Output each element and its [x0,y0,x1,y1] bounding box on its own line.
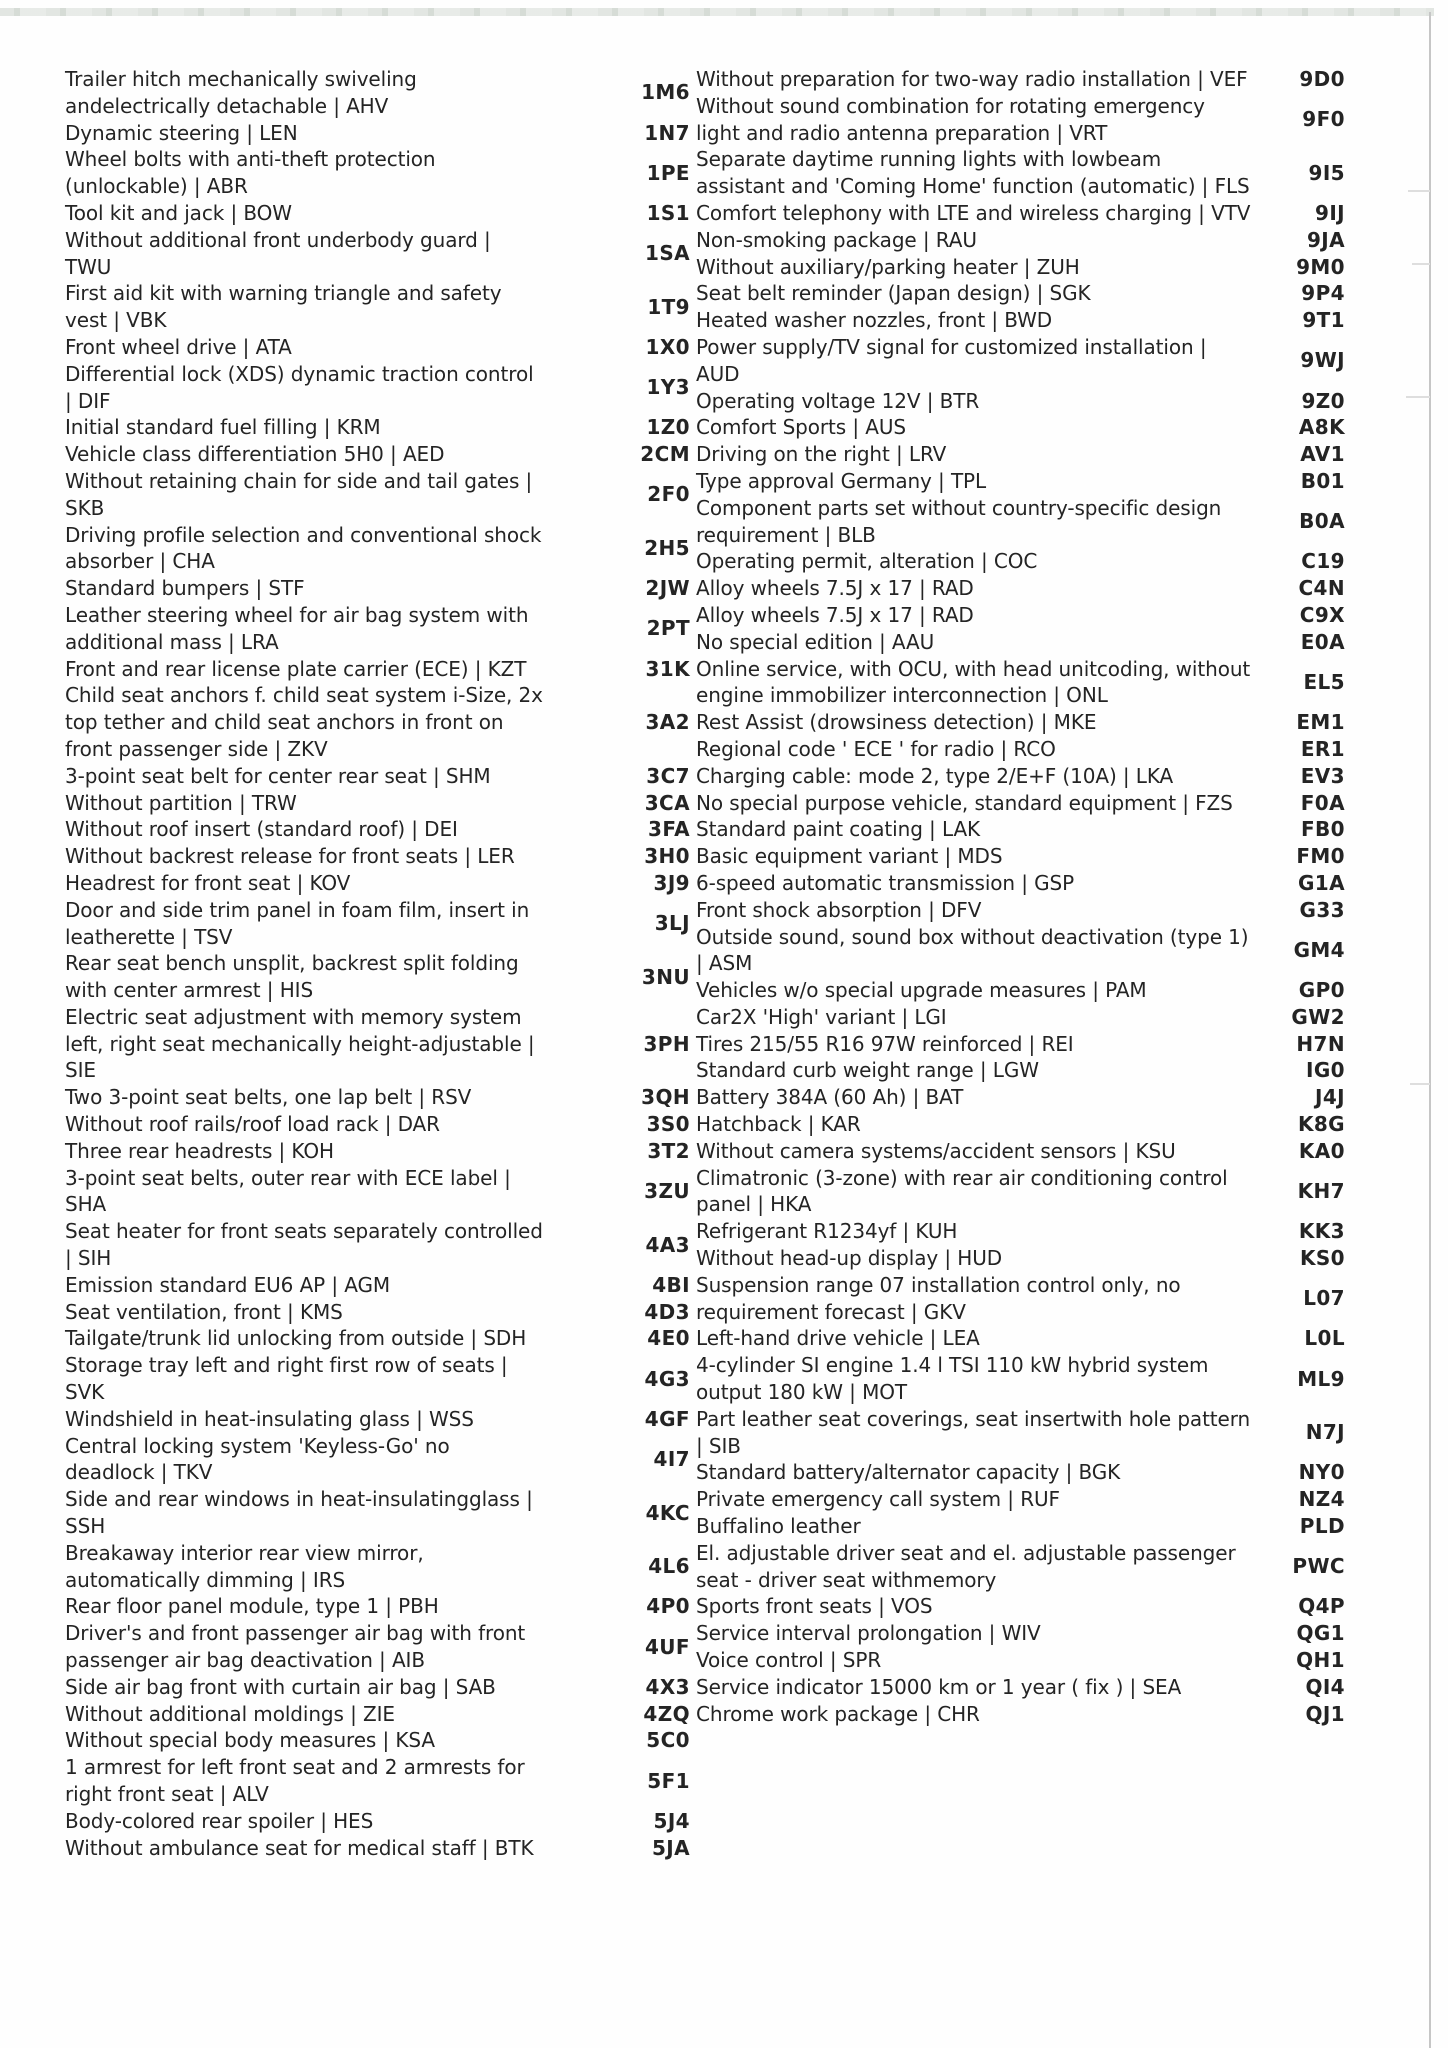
option-description: Separate daytime running lights with lowbeam assistant and 'Coming Home' function (automatic) | FLS [696,147,1250,199]
option-row [65,950,690,1004]
option-row [696,1325,1345,1352]
option-description: El. adjustable driver seat and el. adjustable passenger seat - driver seat withmemory [696,1540,1236,1592]
option-pr-code: 9IJ [1315,200,1345,225]
option-pr-code: 9I5 [1308,160,1345,185]
option-row [696,1165,1345,1219]
option-pr-code: 4GF [644,1406,690,1431]
option-pr-code: B0A [1299,509,1345,534]
option-pr-code: 1S1 [646,200,690,225]
option-pr-code: 4A3 [645,1232,690,1257]
option-description: Without special body measures | KSA [65,1728,435,1753]
option-description: Buffalino leather [696,1514,861,1539]
option-row [65,1138,690,1165]
option-description: First aid kit with warning triangle and safety vest | VBK [65,281,502,333]
option-description: Initial standard fuel filling | KRM [65,415,381,440]
option-description: Breakaway interior rear view mirror, automatically dimming | IRS [65,1540,424,1592]
option-row [65,120,690,147]
option-description: Online service, with OCU, with head unitcoding, without engine immobilizer interconnection | ONL [696,656,1251,708]
option-pr-code: IG0 [1306,1058,1345,1083]
option-row [65,816,690,843]
option-pr-code: E0A [1300,629,1345,654]
option-row [696,790,1345,817]
option-description: Without additional moldings | ZIE [65,1701,395,1726]
option-pr-code: ML9 [1297,1366,1345,1391]
option-pr-code: 9Z0 [1301,388,1345,413]
option-row [696,1513,1345,1540]
option-description: Tailgate/trunk lid unlocking from outside | SDH [65,1326,527,1351]
option-pr-code: NZ4 [1298,1487,1345,1512]
option-description: Side and rear windows in heat-insulatingglass | SSH [65,1487,533,1539]
option-row [696,548,1345,575]
option-row [65,843,690,870]
option-row [696,816,1345,843]
scan-artifact-tick [1406,396,1430,398]
option-description: Operating permit, alteration | COC [696,549,1038,574]
option-pr-code: 2PT [646,616,690,641]
option-description: 4-cylinder SI engine 1.4 l TSI 110 kW hybrid system output 180 kW | MOT [696,1353,1209,1405]
option-row [696,388,1345,415]
option-row [696,1111,1345,1138]
option-row [696,1701,1345,1728]
option-pr-code: KH7 [1297,1179,1345,1204]
option-description: Headrest for front seat | KOV [65,870,351,895]
option-row [696,1486,1345,1513]
option-description: Differential lock (XDS) dynamic traction control | DIF [65,361,534,413]
option-pr-code: H7N [1296,1031,1345,1056]
option-pr-code: 4BI [652,1272,690,1297]
option-row [65,1352,690,1406]
options-column-right [696,66,1345,1727]
scan-artifact-tick [1408,190,1430,192]
option-row [65,146,690,200]
option-description: Standard battery/alternator capacity | BGK [696,1460,1121,1485]
option-description: 1 armrest for left front seat and 2 armrests for right front seat | ALV [65,1755,525,1806]
option-pr-code: 9P4 [1301,281,1345,306]
option-pr-code: 4X3 [645,1674,690,1699]
option-row [696,200,1345,227]
option-row [65,1754,690,1808]
option-pr-code: 4ZQ [643,1701,690,1726]
option-row [65,790,690,817]
option-pr-code: 3QH [641,1085,690,1110]
option-pr-code: K8G [1297,1112,1345,1137]
option-row [696,1057,1345,1084]
option-description: Windshield in heat-insulating glass | WSS [65,1406,474,1431]
option-description: Front wheel drive | ATA [65,334,292,359]
option-pr-code: 5C0 [646,1728,690,1753]
option-pr-code: 1PE [646,160,690,185]
option-row [696,254,1345,281]
option-pr-code: PLD [1299,1514,1345,1539]
option-description: Body-colored rear spoiler | HES [65,1808,374,1833]
option-row [696,897,1345,924]
option-pr-code: 4L6 [648,1554,690,1579]
option-pr-code: QG1 [1296,1621,1345,1646]
option-description: Without preparation for two-way radio installation | VEF [696,67,1248,91]
option-description: Heated washer nozzles, front | BWD [696,308,1053,333]
option-pr-code: QI4 [1305,1674,1345,1699]
option-pr-code: 3LJ [654,911,690,936]
option-row [65,682,690,762]
option-pr-code: NY0 [1298,1460,1345,1485]
scan-edge-vertical-line [1429,12,1431,2048]
option-pr-code: 1SA [645,241,690,266]
option-description: Three rear headrests | KOH [65,1138,334,1163]
option-description: 3-point seat belt for center rear seat | SHM [65,763,491,788]
option-pr-code: Q4P [1298,1594,1345,1619]
option-row [65,1593,690,1620]
option-description: Alloy wheels 7.5J x 17 | RAD [696,576,974,601]
option-pr-code: 2CM [640,442,690,467]
option-description: Door and side trim panel in foam film, insert in leatherette | TSV [65,897,530,949]
option-row [65,1674,690,1701]
option-description: Component parts set without country-specific design requirement | BLB [696,495,1222,547]
option-description: No special edition | AAU [696,629,935,654]
option-pr-code: KA0 [1298,1138,1345,1163]
option-row [65,870,690,897]
option-description: 6-speed automatic transmission | GSP [696,870,1075,895]
option-description: Seat heater for front seats separately controlled | SIH [65,1219,543,1271]
option-pr-code: 3J9 [653,870,690,895]
option-row [696,1352,1345,1406]
option-description: 3-point seat belts, outer rear with ECE label | SHA [65,1165,511,1217]
option-description: Climatronic (3-zone) with rear air conditioning control panel | HKA [696,1165,1228,1217]
scan-artifact-tick [1410,1083,1430,1085]
option-pr-code: GP0 [1298,978,1345,1003]
option-row [696,1084,1345,1111]
option-row [65,1620,690,1674]
option-row [65,1111,690,1138]
option-row [696,1674,1345,1701]
option-row [65,656,690,683]
option-row [696,1406,1345,1460]
option-description: Central locking system 'Keyless-Go' no deadlock | TKV [65,1433,450,1485]
option-row [696,93,1345,147]
option-pr-code: 9JA [1306,227,1345,252]
scan-artifact-top-band [0,8,1434,16]
option-description: Standard bumpers | STF [65,576,305,601]
option-description: Without head-up display | HUD [696,1246,1003,1271]
option-pr-code: 2JW [645,576,690,601]
option-pr-code: 3C7 [646,763,690,788]
option-row [696,924,1345,978]
option-row [696,602,1345,629]
option-pr-code: ER1 [1300,736,1345,761]
option-pr-code: 4G3 [644,1366,690,1391]
option-row [696,709,1345,736]
option-description: Charging cable: mode 2, type 2/E+F (10A) | LKA [696,763,1174,788]
option-pr-code: PWC [1292,1554,1345,1579]
option-pr-code: A8K [1298,415,1345,440]
option-pr-code: 3T2 [647,1138,690,1163]
option-row [696,870,1345,897]
option-row [65,1727,690,1754]
option-description: Rest Assist (drowsiness detection) | MKE [696,710,1097,735]
option-description: Without roof insert (standard roof) | DEI [65,817,458,842]
option-row [65,280,690,334]
option-description: Storage tray left and right first row of seats | SVK [65,1353,508,1405]
option-pr-code: GM4 [1293,937,1345,962]
option-pr-code: AV1 [1300,442,1345,467]
option-description: Service interval prolongation | WIV [696,1621,1041,1646]
option-pr-code: 5J4 [653,1808,690,1833]
option-pr-code: 4D3 [644,1299,690,1324]
option-row [65,1433,690,1487]
option-row [65,1486,690,1540]
option-row [696,441,1345,468]
option-description: Side air bag front with curtain air bag | SAB [65,1674,496,1699]
option-row [65,441,690,468]
option-description: Private emergency call system | RUF [696,1487,1060,1512]
option-description: Child seat anchors f. child seat system i-Size, 2x top tether and child seat anchors in front on front passenger side | ZKV [65,683,543,761]
option-pr-code: EV3 [1300,763,1345,788]
option-row [65,1325,690,1352]
option-pr-code: G33 [1299,897,1345,922]
option-row [65,334,690,361]
option-pr-code: 3FA [648,817,690,842]
option-pr-code: C19 [1301,549,1345,574]
option-row [696,575,1345,602]
option-description: Front shock absorption | DFV [696,897,982,922]
option-row [65,1701,690,1728]
option-row [65,522,690,576]
option-row [65,227,690,281]
option-row [65,1808,690,1835]
option-description: Without auxiliary/parking heater | ZUH [696,254,1080,279]
option-description: Seat belt reminder (Japan design) | SGK [696,281,1091,306]
option-pr-code: 31K [645,656,690,681]
option-description: Car2X 'High' variant | LGI [696,1004,947,1029]
option-description: Electric seat adjustment with memory system left, right seat mechanically height-adjustable | SIE [65,1004,535,1083]
option-pr-code: EM1 [1296,710,1345,735]
option-pr-code: L07 [1303,1286,1345,1311]
option-pr-code: G1A [1297,870,1345,895]
option-pr-code: J4J [1315,1085,1345,1110]
option-description: Left-hand drive vehicle | LEA [696,1326,980,1351]
option-pr-code: 3H0 [644,844,690,869]
option-row [65,897,690,951]
option-row [696,66,1345,93]
option-pr-code: 3ZU [644,1179,690,1204]
option-description: Vehicle class differentiation 5H0 | AED [65,442,445,467]
option-description: Refrigerant R1234yf | KUH [696,1219,958,1244]
option-description: Without retaining chain for side and tail gates | SKB [65,468,533,520]
option-pr-code: QH1 [1296,1648,1345,1673]
option-row [65,1004,690,1084]
option-description: Without ambulance seat for medical staff | BTK [65,1835,534,1860]
option-pr-code: B01 [1300,468,1345,493]
option-row [65,602,690,656]
option-description: Without backrest release for front seats | LER [65,844,515,869]
option-description: Leather steering wheel for air bag system with additional mass | LRA [65,602,529,654]
option-pr-code: EL5 [1303,669,1345,694]
option-description: Chrome work package | CHR [696,1701,980,1726]
option-description: Outside sound, sound box without deactivation (type 1) | ASM [696,924,1249,976]
option-row [696,656,1345,710]
option-row [65,575,690,602]
option-description: Tool kit and jack | BOW [65,200,292,225]
option-pr-code: 4I7 [653,1447,690,1472]
option-row [65,200,690,227]
option-description: Without camera systems/accident sensors | KSU [696,1138,1176,1163]
option-row [696,468,1345,495]
option-row [696,1218,1345,1245]
option-pr-code: 2H5 [644,535,690,560]
option-row [65,414,690,441]
option-pr-code: 1Y3 [646,375,690,400]
option-description: Service indicator 15000 km or 1 year ( fix ) | SEA [696,1674,1182,1699]
option-row [696,1647,1345,1674]
option-description: Part leather seat coverings, seat insertwith hole pattern | SIB [696,1406,1251,1458]
option-description: Non-smoking package | RAU [696,227,977,252]
option-pr-code: 9M0 [1296,254,1345,279]
option-description: Battery 384A (60 Ah) | BAT [696,1085,964,1110]
option-row [696,227,1345,254]
option-description: Without roof rails/roof load rack | DAR [65,1112,440,1137]
option-row [65,1272,690,1299]
option-row [696,1540,1345,1594]
option-pr-code: 4P0 [646,1594,690,1619]
option-description: Power supply/TV signal for customized installation | AUD [696,334,1207,386]
option-description: Type approval Germany | TPL [696,468,987,493]
option-pr-code: KK3 [1298,1219,1345,1244]
option-row [696,629,1345,656]
option-description: Basic equipment variant | MDS [696,844,1003,869]
option-description: Wheel bolts with anti-theft protection (unlockable) | ABR [65,147,436,199]
option-row [696,1620,1345,1647]
option-pr-code: 9T1 [1302,308,1345,333]
option-row [65,763,690,790]
option-pr-code: 3CA [644,790,690,815]
option-row [65,1218,690,1272]
option-row [696,1245,1345,1272]
option-pr-code: 3S0 [646,1112,690,1137]
option-description: Standard paint coating | LAK [696,817,981,842]
option-description: Alloy wheels 7.5J x 17 | RAD [696,602,974,627]
option-pr-code: 9WJ [1300,348,1345,373]
option-row [696,307,1345,334]
option-pr-code: 1X0 [645,334,690,359]
option-pr-code: GW2 [1291,1004,1345,1029]
option-description: Seat ventilation, front | KMS [65,1299,343,1324]
option-pr-code: 1Z0 [646,415,690,440]
option-row [696,1138,1345,1165]
option-row [65,1540,690,1594]
option-description: Operating voltage 12V | BTR [696,388,980,413]
option-description: Driving on the right | LRV [696,442,947,467]
option-row [696,495,1345,549]
option-row [65,468,690,522]
option-pr-code: 3NU [641,964,690,989]
option-description: Dynamic steering | LEN [65,120,298,145]
option-description: Front and rear license plate carrier (ECE) | KZT [65,656,527,681]
option-row [696,1459,1345,1486]
option-description: Driver's and front passenger air bag with front passenger air bag deactivation | AIB [65,1621,526,1673]
option-pr-code: L0L [1304,1326,1345,1351]
option-row [696,1593,1345,1620]
option-description: Emission standard EU6 AP | AGM [65,1272,391,1297]
option-row [696,280,1345,307]
option-pr-code: C4N [1298,576,1345,601]
option-pr-code: 5F1 [647,1768,690,1793]
option-pr-code: QJ1 [1305,1701,1345,1726]
option-row [65,1406,690,1433]
option-pr-code: C9X [1299,602,1345,627]
option-pr-code: 4UF [644,1634,690,1659]
option-description: Driving profile selection and conventional shock absorber | CHA [65,522,542,574]
option-row [696,1031,1345,1058]
option-description: Comfort Sports | AUS [696,415,906,440]
option-pr-code: 4E0 [647,1326,690,1351]
option-description: Sports front seats | VOS [696,1594,933,1619]
option-row [65,1084,690,1111]
option-description: Without partition | TRW [65,790,297,815]
option-pr-code: 4KC [645,1500,690,1525]
option-row [696,1272,1345,1326]
option-row [696,414,1345,441]
scan-artifact-tick [1412,263,1430,265]
option-pr-code: 2F0 [647,482,690,507]
option-pr-code: 1N7 [644,120,690,145]
option-pr-code: 1T9 [647,294,690,319]
option-row [65,66,690,120]
option-pr-code: 3A2 [645,710,690,735]
option-description: Voice control | SPR [696,1648,882,1673]
option-row [65,1835,690,1862]
option-row [696,334,1345,388]
option-description: Standard curb weight range | LGW [696,1058,1039,1083]
option-description: Vehicles w/o special upgrade measures | PAM [696,978,1147,1003]
option-pr-code: 5JA [651,1835,690,1860]
options-column-left [65,66,690,1861]
option-description: Regional code ' ECE ' for radio | RCO [696,736,1056,761]
option-description: Rear floor panel module, type 1 | PBH [65,1594,439,1619]
option-pr-code: 1M6 [641,80,690,105]
option-description: Rear seat bench unsplit, backrest split folding with center armrest | HIS [65,951,519,1003]
option-pr-code: 9F0 [1302,107,1345,132]
option-description: Tires 215/55 R16 97W reinforced | REI [696,1031,1074,1056]
option-description: Without additional front underbody guard | TWU [65,227,491,279]
option-pr-code: FB0 [1300,817,1345,842]
option-row [696,736,1345,763]
option-pr-code: 3PH [643,1031,690,1056]
option-pr-code: FM0 [1296,844,1345,869]
option-pr-code: N7J [1305,1420,1345,1445]
option-pr-code: F0A [1300,790,1345,815]
option-description: Two 3-point seat belts, one lap belt | RSV [65,1085,472,1110]
option-description: No special purpose vehicle, standard equipment | FZS [696,790,1233,815]
option-description: Comfort telephony with LTE and wireless charging | VTV [696,200,1251,225]
option-pr-code: 9D0 [1299,67,1345,91]
option-pr-code: KS0 [1299,1246,1345,1271]
option-row [696,763,1345,790]
option-row [65,1299,690,1326]
option-row [65,1165,690,1219]
option-description: Hatchback | KAR [696,1112,861,1137]
option-row [696,146,1345,200]
option-row [696,977,1345,1004]
option-description: Trailer hitch mechanically swiveling andelectrically detachable | AHV [65,67,417,118]
option-row [696,1004,1345,1031]
option-description: Without sound combination for rotating emergency light and radio antenna preparation | VRT [696,93,1205,145]
option-row [65,361,690,415]
option-description: Suspension range 07 installation control only, no requirement forecast | GKV [696,1272,1181,1324]
option-row [696,843,1345,870]
